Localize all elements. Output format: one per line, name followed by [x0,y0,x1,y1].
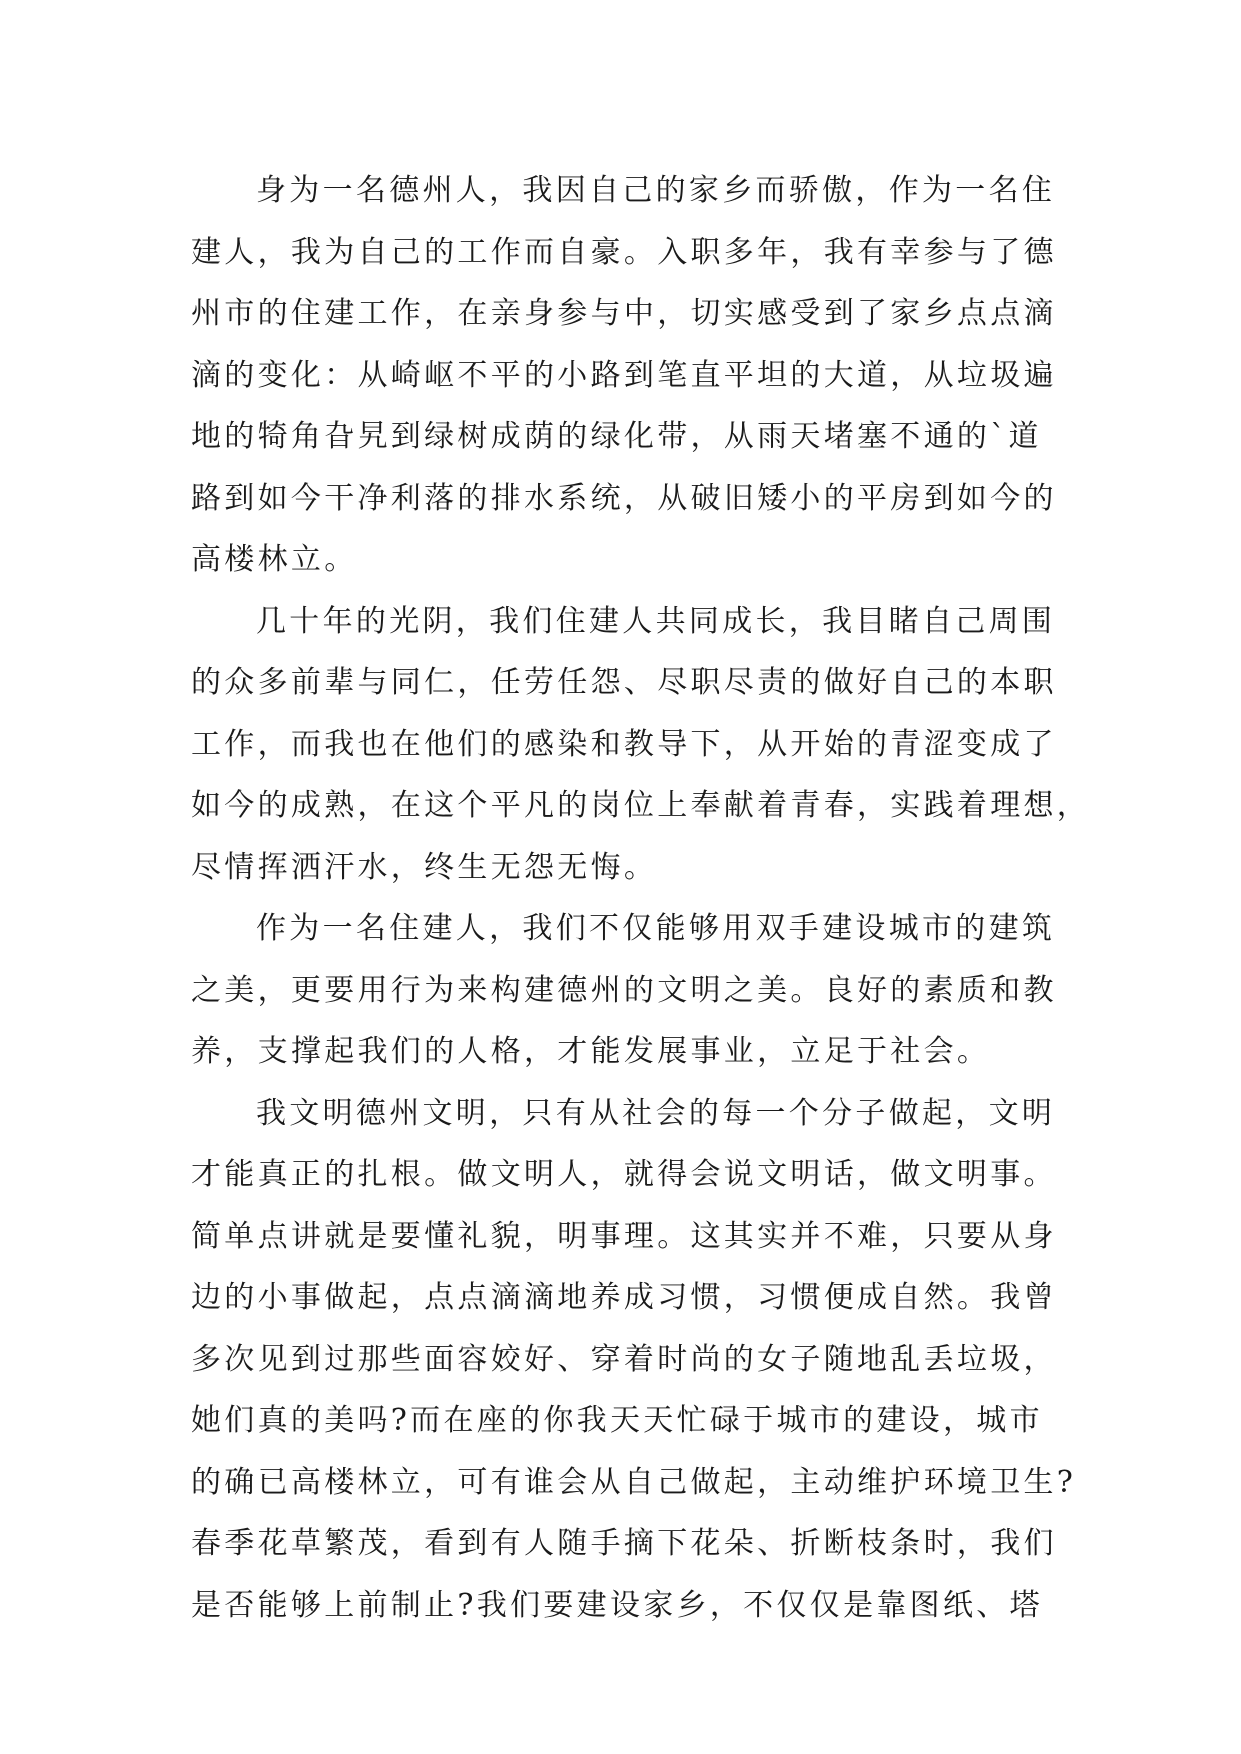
text-line: 州市的住建工作，在亲身参与中，切实感受到了家乡点点滴 [191,296,1057,331]
text-line: 建人，我为自己的工作而自豪。入职多年，我有幸参与了德 [191,234,1057,270]
paragraph [191,160,1071,591]
text-line: 几十年的光阴，我们住建人共同成长，我目睹自己周围 [256,603,1056,639]
text-line: 高楼林立。 [191,542,358,577]
text-line: 身为一名德州人，我因自己的家乡而骄傲，作为一名住 [256,173,1056,208]
paragraph [191,591,1091,899]
text-line: 滴的变化：从崎岖不平的小路到笔直平坦的大道，从垃圾遍 [191,357,1057,393]
text-line: 多次见到过那些面容姣好、穿着时尚的女子随地乱丢垃圾， [191,1341,1057,1377]
paragraph [191,898,1071,1083]
text-line: 她们真的美吗?而在座的你我天天忙碌于城市的建设，城市 [191,1403,1043,1438]
text-line: 春季花草繁茂，看到有人随手摘下花朵、折断枝条时，我们 [191,1526,1057,1561]
text-line: 作为一名住建人，我们不仅能够用双手建设城市的建筑 [256,911,1056,946]
document-body [191,160,1091,1636]
text-line: 的众多前辈与同仁，任劳任怨、尽职尽责的做好自己的本职 [191,665,1057,700]
text-line: 边的小事做起，点点滴滴地养成习惯，习惯便成自然。我曾 [191,1280,1057,1315]
text-line: 简单点讲就是要懂礼貌，明事理。这其实并不难，只要从身 [191,1218,1057,1254]
text-line: 如今的成熟，在这个平凡的岗位上奉献着青春，实践着理想， [191,788,1091,823]
text-line: 我文明德州文明，只有从社会的每一个分子做起，文明 [256,1095,1056,1131]
text-line: 的确已高楼林立，可有谁会从自己做起，主动维护环境卫生? [191,1464,1077,1500]
text-line: 地的犄角旮旯到绿树成荫的绿化带，从雨天堵塞不通的`道 [191,419,1042,454]
text-line: 尽情挥洒汗水，终生无怨无悔。 [191,849,658,885]
text-line: 才能真正的扎根。做文明人，就得会说文明话，做文明事。 [191,1157,1057,1192]
paragraph [191,1083,1077,1637]
text-line: 路到如今干净利落的排水系统，从破旧矮小的平房到如今的 [191,480,1057,516]
text-line: 养，支撑起我们的人格，才能发展事业，立足于社会。 [191,1034,991,1069]
text-line: 工作，而我也在他们的感染和教导下，从开始的青涩变成了 [191,726,1057,762]
text-line: 之美，更要用行为来构建德州的文明之美。良好的素质和教 [191,972,1057,1008]
text-line: 是否能够上前制止?我们要建设家乡，不仅仅是靠图纸、塔 [191,1587,1043,1623]
